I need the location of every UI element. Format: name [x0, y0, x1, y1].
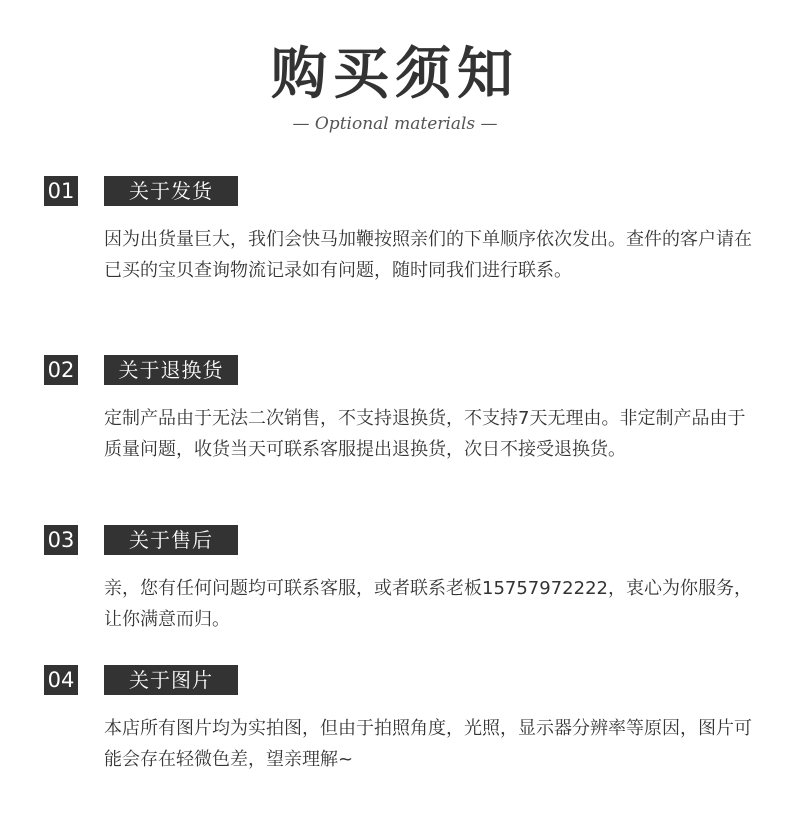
section-heading: 关于退换货	[104, 355, 238, 385]
section-text: 亲，您有任何问题均可联系客服，或者联系老板15757972222，衷心为你服务，让你满意而归。	[104, 578, 752, 630]
page-subtitle: — Optional materials —	[292, 114, 498, 134]
section-number: 02	[44, 355, 78, 385]
section-text: 本店所有图片均为实拍图，但由于拍照角度，光照，显示器分辨率等原因，图片可能会存在轻微色差，望亲理解~	[104, 718, 752, 770]
section-text: 定制产品由于无法二次销售，不支持退换货，不支持7天无理由。非定制产品由于质量问题，收货当天可联系客服提出退换货，次日不接受退换货。	[104, 408, 746, 460]
section-heading: 关于图片	[104, 665, 238, 695]
section-heading: 关于售后	[104, 525, 238, 555]
section-number: 01	[44, 176, 78, 206]
section-text: 因为出货量巨大，我们会快马加鞭按照亲们的下单顺序依次发出。查件的客户请在已买的宝贝查询物流记录如有问题，随时同我们进行联系。	[104, 229, 752, 281]
page-title: 购买须知	[271, 42, 519, 107]
section-number: 04	[44, 665, 78, 695]
section-number: 03	[44, 525, 78, 555]
section-heading: 关于发货	[104, 176, 238, 206]
